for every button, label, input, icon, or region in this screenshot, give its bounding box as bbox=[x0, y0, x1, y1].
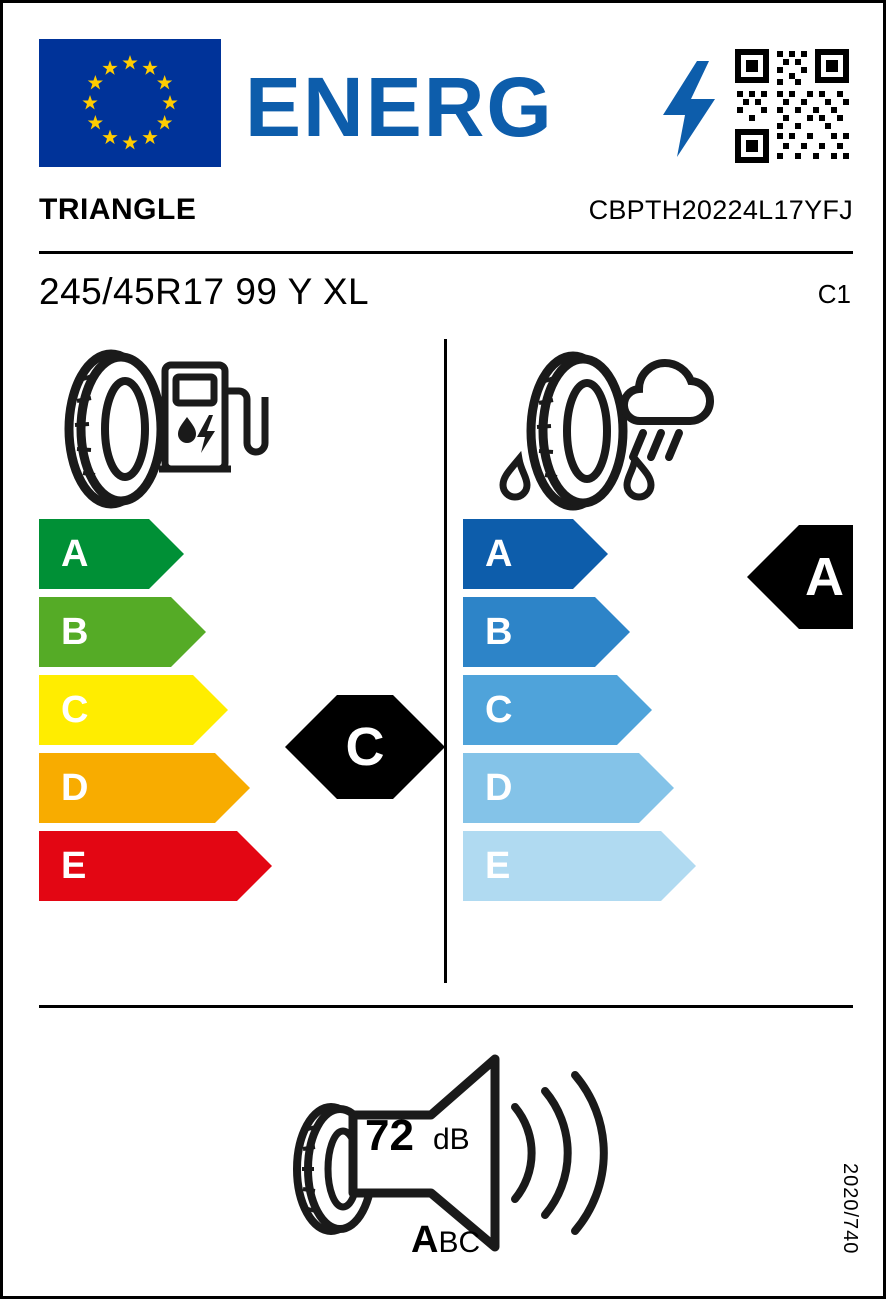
fuel-grade-c: C bbox=[61, 688, 89, 731]
noise-section bbox=[283, 1037, 613, 1267]
fuel-grade-row bbox=[39, 597, 429, 675]
wet-grade-b: B bbox=[485, 610, 513, 653]
fuel-efficiency-result: C bbox=[337, 695, 393, 799]
wet-grade-c: C bbox=[485, 688, 513, 731]
regulation-reference: 2020/740 bbox=[839, 1162, 861, 1254]
fuel-grade-row bbox=[39, 831, 429, 909]
lightning-bolt-icon bbox=[659, 61, 719, 157]
wet-grade-row bbox=[463, 831, 853, 909]
panel-divider bbox=[444, 339, 447, 983]
wet-grade-d: D bbox=[485, 766, 513, 809]
fuel-grade-b: B bbox=[61, 610, 89, 653]
wet-grade-e: E bbox=[485, 844, 511, 887]
label-header bbox=[39, 39, 853, 169]
wet-grade-row bbox=[463, 753, 853, 831]
page-title: ENERG bbox=[245, 60, 554, 154]
tyre-size: 245/45R17 99 Y XL bbox=[39, 271, 370, 312]
fuel-grade-e: E bbox=[61, 844, 87, 887]
fuel-grade-a: A bbox=[61, 532, 89, 575]
divider-bottom bbox=[39, 1005, 853, 1008]
noise-value: 72 bbox=[365, 1111, 414, 1160]
noise-class bbox=[411, 1219, 480, 1262]
product-sku: CBPTH20224L17YFJ bbox=[588, 195, 853, 225]
brand-row bbox=[39, 193, 853, 241]
fuel-grade-row bbox=[39, 519, 429, 597]
noise-unit: dB bbox=[433, 1123, 470, 1156]
wet-grade-a: A bbox=[485, 532, 513, 575]
noise-class-rest: BC bbox=[438, 1226, 481, 1259]
divider-top bbox=[39, 251, 853, 254]
qr-code-icon bbox=[731, 45, 853, 167]
fuel-grade-d: D bbox=[61, 766, 89, 809]
wet-grip-result: A bbox=[799, 525, 853, 629]
brand-name: TRIANGLE bbox=[39, 193, 197, 226]
size-row bbox=[39, 271, 853, 317]
fuel-efficiency-panel bbox=[39, 339, 429, 909]
tyre-rain-cloud-icon bbox=[463, 339, 853, 519]
tyre-class: C1 bbox=[817, 279, 851, 309]
tyre-fuel-pump-icon bbox=[39, 339, 429, 519]
noise-class-active: A bbox=[411, 1219, 439, 1261]
wet-grade-row bbox=[463, 675, 853, 753]
eu-flag-icon bbox=[39, 39, 221, 167]
